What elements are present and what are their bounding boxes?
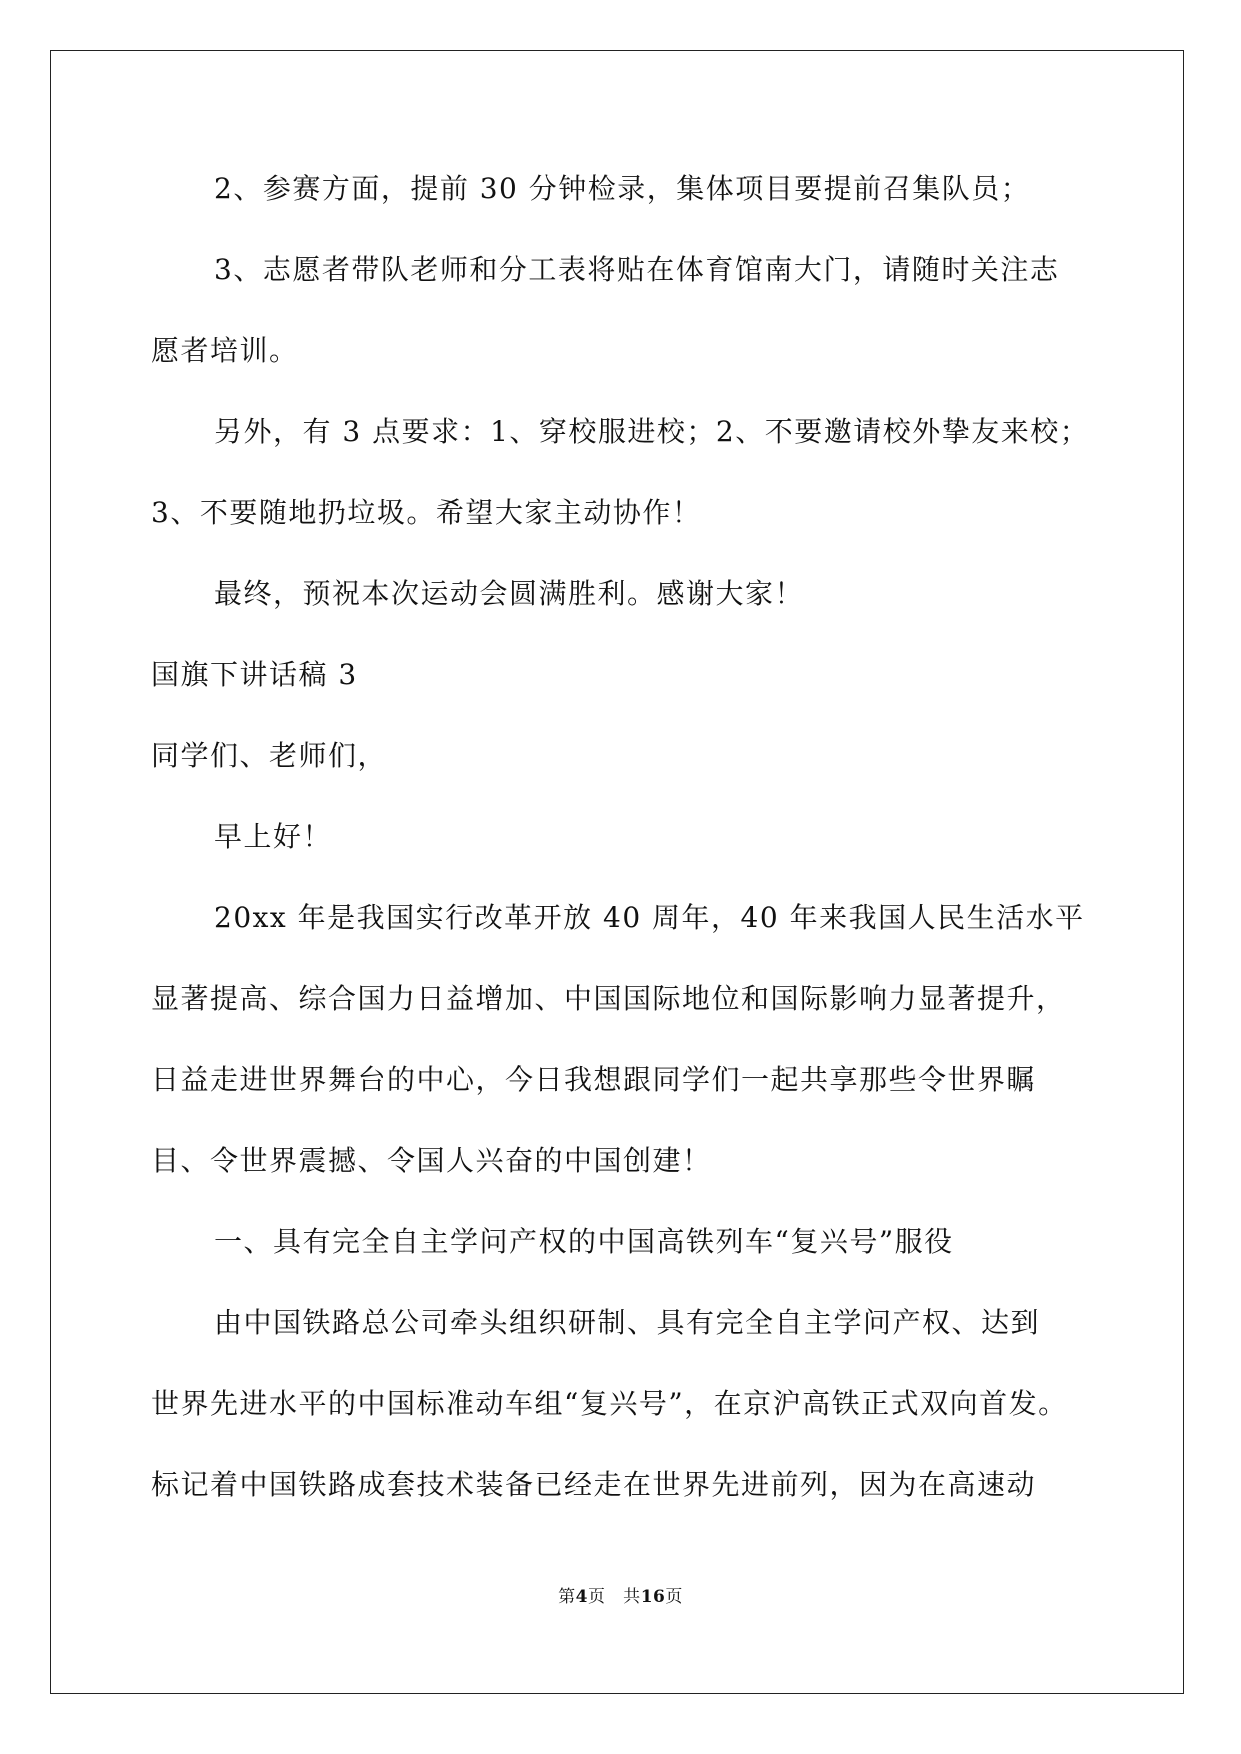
paragraph-line: 20xx 年是我国实行改革开放 40 周年，40 年来我国人民生活水平 — [214, 901, 1085, 934]
greeting-line: 早上好！ — [214, 820, 333, 853]
page-border — [50, 50, 1184, 1694]
page-prefix: 第 — [558, 1587, 576, 1607]
paragraph-line: 日益走进世界舞台的中心，今日我想跟同学们一起共享那些令世界瞩 — [151, 1063, 1037, 1096]
paragraph-line: 3、不要随地扔垃圾。希望大家主动协作！ — [151, 496, 702, 529]
paragraph-line: 另外，有 3 点要求：1、穿校服进校；2、不要邀请校外挚友来校； — [214, 415, 1090, 448]
paragraph-line: 最终，预祝本次运动会圆满胜利。感谢大家！ — [214, 577, 805, 610]
section-heading: 国旗下讲话稿 3 — [151, 658, 358, 691]
page-footer — [0, 1585, 1241, 1609]
paragraph-line: 世界先进水平的中国标准动车组“复兴号”，在京沪高铁正式双向首发。 — [151, 1387, 1068, 1420]
paragraph-line: 愿者培训。 — [151, 334, 299, 367]
paragraph-line: 目、令世界震撼、令国人兴奋的中国创建！ — [151, 1144, 712, 1177]
page-total: 16 — [640, 1587, 666, 1607]
page-suffix: 页 — [665, 1587, 683, 1607]
paragraph-line: 3、志愿者带队老师和分工表将贴在体育馆南大门，请随时关注志 — [214, 253, 1060, 286]
paragraph-line: 标记着中国铁路成套技术装备已经走在世界先进前列，因为在高速动 — [151, 1468, 1037, 1501]
subheading-line: 一、具有完全自主学问产权的中国高铁列车“复兴号”服役 — [214, 1225, 954, 1258]
page-current: 4 — [575, 1587, 588, 1607]
page-mid: 页 共 — [587, 1587, 641, 1607]
salutation-line: 同学们、老师们， — [151, 739, 388, 772]
paragraph-line: 2、参赛方面，提前 30 分钟检录，集体项目要提前召集队员； — [214, 172, 1031, 205]
paragraph-line: 由中国铁路总公司牵头组织研制、具有完全自主学问产权、达到 — [214, 1306, 1041, 1339]
paragraph-line: 显著提高、综合国力日益增加、中国国际地位和国际影响力显著提升， — [151, 982, 1066, 1015]
